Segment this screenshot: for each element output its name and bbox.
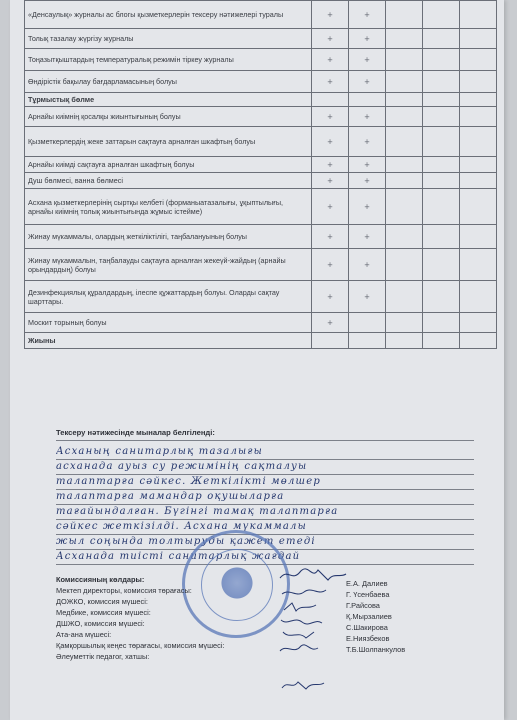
member-name: Е.А. Далиев	[346, 579, 388, 588]
criterion-text: Жинау мүкаммалы, олардың жеткіліктілігі, таңбалануының болуы	[25, 225, 312, 249]
empty-cell	[386, 1, 423, 29]
criterion-text: Толық тазалау жүргізу журналы	[25, 29, 312, 49]
check-mark: +	[349, 173, 386, 189]
empty-cell	[460, 225, 497, 249]
check-mark: +	[349, 249, 386, 281]
check-mark: +	[349, 71, 386, 93]
checklist-row	[25, 157, 497, 173]
check-mark	[312, 333, 349, 349]
empty-cell	[423, 107, 460, 127]
handwritten-line: талаптарға сәйкес. Жеткілікті мөлшер	[56, 476, 321, 487]
checklist-row	[25, 173, 497, 189]
empty-cell	[386, 29, 423, 49]
signature-7	[278, 678, 348, 692]
checklist-row	[25, 189, 497, 225]
commission-role: Ата-ана мүшесі:	[56, 630, 112, 639]
empty-cell	[386, 127, 423, 157]
criterion-text: Душ бөлмесі, ванна бөлмесі	[25, 173, 312, 189]
check-mark: +	[312, 173, 349, 189]
note-line	[56, 489, 474, 490]
empty-cell	[386, 93, 423, 107]
section-row	[25, 93, 497, 107]
empty-cell	[460, 107, 497, 127]
check-mark: +	[349, 225, 386, 249]
check-mark: +	[312, 157, 349, 173]
criterion-text: Арнайы киімді сақтауға арналған шкафтың болуы	[25, 157, 312, 173]
checklist-row	[25, 249, 497, 281]
check-mark: +	[312, 313, 349, 333]
check-mark: +	[312, 49, 349, 71]
empty-cell	[386, 225, 423, 249]
member-name: Е.Ниязбеков	[346, 634, 390, 643]
empty-cell	[386, 313, 423, 333]
note-line	[56, 519, 474, 520]
signature-3	[278, 600, 348, 614]
check-mark: +	[349, 29, 386, 49]
empty-cell	[423, 93, 460, 107]
empty-cell	[423, 71, 460, 93]
empty-cell	[386, 49, 423, 71]
empty-cell	[460, 173, 497, 189]
empty-cell	[423, 29, 460, 49]
check-mark: +	[312, 107, 349, 127]
empty-cell	[423, 249, 460, 281]
check-mark: +	[349, 107, 386, 127]
note-line	[56, 440, 474, 441]
note-line	[56, 474, 474, 475]
check-mark: +	[312, 189, 349, 225]
notes-title: Тексеру нәтижесінде мыналар белгіленді:	[56, 428, 215, 437]
empty-cell	[423, 1, 460, 29]
signature-1	[278, 568, 348, 582]
commission-role: ДШЖО, комиссия мүшесі:	[56, 619, 145, 628]
check-mark: +	[349, 127, 386, 157]
criterion-text: Жиыны	[25, 333, 312, 349]
check-mark: +	[312, 1, 349, 29]
criterion-text: Тұрмыстық бөлме	[25, 93, 312, 107]
checklist-table	[24, 0, 497, 349]
signature-2	[278, 586, 348, 600]
handwritten-line: Асханың санитарлық тазалығы	[56, 446, 263, 457]
commission-title: Комиссияның көлдары:	[56, 575, 145, 584]
empty-cell	[460, 71, 497, 93]
criterion-text: Асхана қызметкерлерінің сыртқы келбеті (форманыатазалығы, ұқыптылығы, арнайы киімнің толық жиынтығында жұмыс істейме)	[25, 189, 312, 225]
empty-cell	[386, 189, 423, 225]
check-mark: +	[312, 127, 349, 157]
empty-cell	[460, 281, 497, 313]
empty-cell	[386, 157, 423, 173]
handwritten-line: тағайындалған. Бүгінгі тамақ талаптарға	[56, 506, 339, 517]
empty-cell	[460, 29, 497, 49]
empty-cell	[423, 313, 460, 333]
check-mark: +	[349, 157, 386, 173]
checklist-row	[25, 49, 497, 71]
commission-role: Қамқоршылық кеңес төрағасы, комиссия мүшесі:	[56, 641, 225, 650]
signature-6	[278, 642, 348, 656]
member-name: Г.Райсова	[346, 601, 380, 610]
check-mark	[312, 93, 349, 107]
commission-names	[346, 578, 405, 655]
empty-cell	[460, 127, 497, 157]
empty-cell	[460, 157, 497, 173]
empty-cell	[460, 49, 497, 71]
empty-cell	[423, 49, 460, 71]
commission-role: Медбике, комиссия мүшесі:	[56, 608, 151, 617]
check-mark: +	[312, 249, 349, 281]
checklist-row	[25, 71, 497, 93]
criterion-text: «Денсаулық» журналы ас блогы қызметкерлерін тексеру нәтижелері туралы	[25, 1, 312, 29]
empty-cell	[460, 93, 497, 107]
signature-4	[278, 614, 348, 628]
checklist-row	[25, 313, 497, 333]
criterion-text: Дезинфекциялық құралдардың, ілеспе құжаттардың болуы. Оларды сақтау шарттары.	[25, 281, 312, 313]
note-line	[56, 459, 474, 460]
criterion-text: Арнайы киімнің қосалқы жиынтығының болуы	[25, 107, 312, 127]
check-mark: +	[349, 281, 386, 313]
empty-cell	[460, 189, 497, 225]
member-name: Г. Үсенбаева	[346, 590, 390, 599]
empty-cell	[423, 333, 460, 349]
empty-cell	[423, 225, 460, 249]
checklist-row	[25, 281, 497, 313]
checklist-row	[25, 225, 497, 249]
checklist-row	[25, 29, 497, 49]
criterion-text: Тоңазытқыштардың температуралық режимін тіркеу журналы	[25, 49, 312, 71]
empty-cell	[423, 127, 460, 157]
handwritten-line: сәйкес жеткізілді. Асхана мүкаммалы	[56, 521, 307, 532]
commission-role: ДОЖКО, комиссия мүшесі:	[56, 597, 148, 606]
handwritten-line: талаптарға мамандар оқушыларға	[56, 491, 285, 502]
check-mark	[349, 333, 386, 349]
check-mark: +	[312, 225, 349, 249]
member-name: Т.Б.Шолпанкулов	[346, 645, 406, 654]
empty-cell	[423, 281, 460, 313]
check-mark: +	[312, 71, 349, 93]
checklist-row	[25, 107, 497, 127]
signature-5	[278, 628, 348, 642]
criterion-text: Москит торының болуы	[25, 313, 312, 333]
handwritten-line: жыл соңында толтыруды қажет етеді	[56, 536, 316, 547]
document-page	[10, 0, 504, 720]
empty-cell	[460, 1, 497, 29]
empty-cell	[386, 333, 423, 349]
empty-cell	[386, 173, 423, 189]
section-row	[25, 333, 497, 349]
checklist-row	[25, 127, 497, 157]
commission-role: Мектеп директоры, комиссия төрағасы:	[56, 586, 192, 595]
empty-cell	[460, 313, 497, 333]
check-mark: +	[349, 49, 386, 71]
checklist-row	[25, 1, 497, 29]
empty-cell	[460, 333, 497, 349]
empty-cell	[423, 189, 460, 225]
empty-cell	[386, 71, 423, 93]
empty-cell	[386, 107, 423, 127]
commission-role: Әлеуметтік педагог, хатшы:	[56, 652, 150, 661]
empty-cell	[386, 249, 423, 281]
check-mark: +	[312, 29, 349, 49]
check-mark	[349, 313, 386, 333]
check-mark: +	[312, 281, 349, 313]
handwritten-line: Асханада тиісті санитарлық жағдай	[56, 551, 301, 562]
empty-cell	[386, 281, 423, 313]
criterion-text: Қызметкерлердің жеке заттарын сақтауға арналған шкафтың болуы	[25, 127, 312, 157]
commission-block	[56, 574, 225, 662]
handwritten-line: асханада ауыз су режимінің сақталуы	[56, 461, 308, 472]
empty-cell	[423, 173, 460, 189]
check-mark: +	[349, 1, 386, 29]
check-mark: +	[349, 189, 386, 225]
empty-cell	[460, 249, 497, 281]
note-line	[56, 504, 474, 505]
criterion-text: Өндірістік бақылау бағдарламасының болуы	[25, 71, 312, 93]
member-name: Қ.Мырзалиев	[346, 612, 392, 621]
criterion-text: Жинау мүкаммалын, таңбалауды сақтауға арналған жекеүй-жайдың (арнайы орындардың) болуы	[25, 249, 312, 281]
note-line	[56, 534, 474, 535]
empty-cell	[423, 157, 460, 173]
check-mark	[349, 93, 386, 107]
member-name: С.Шакирова	[346, 623, 388, 632]
